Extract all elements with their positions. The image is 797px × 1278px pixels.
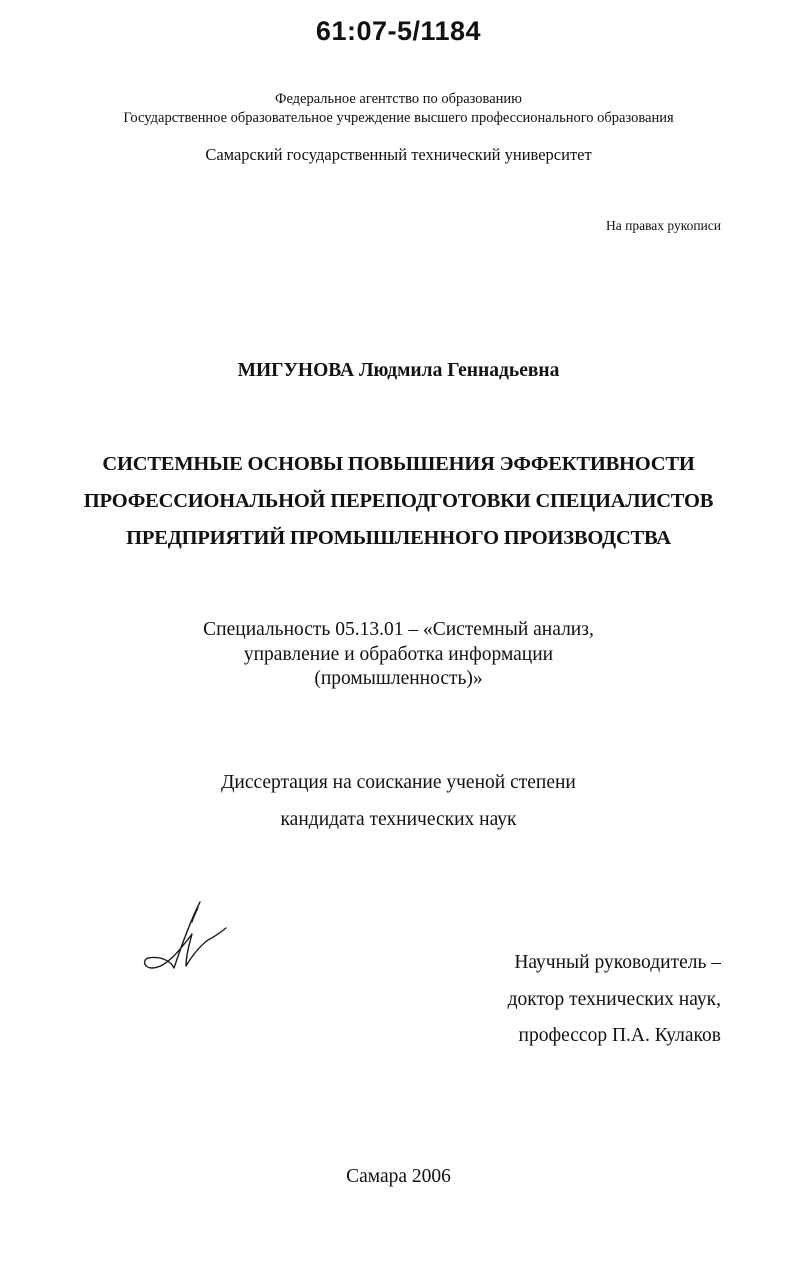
advisor-line-3: профессор П.А. Кулаков [518,1025,721,1046]
dissertation-title-line-1: СИСТЕМНЫЕ ОСНОВЫ ПОВЫШЕНИЯ ЭФФЕКТИВНОСТИ [102,453,695,475]
catalog-number: 61:07-5/1184 [315,16,482,46]
signature [140,898,232,976]
specialty-line-2: управление и обработка информации [243,644,554,665]
dissertation-title-line-2: ПРОФЕССИОНАЛЬНОЙ ПЕРЕПОДГОТОВКИ СПЕЦИАЛИСТОВ [83,490,714,512]
university-line: Самарский государственный технический университет [205,145,592,164]
advisor-line-2: доктор технических наук, [507,989,721,1010]
institution-line: Государственное образовательное учреждение высшего профессионального образования [123,110,674,126]
manuscript-note: На правах рукописи [605,218,721,233]
author-name: МИГУНОВА Людмила Геннадьевна [237,360,560,381]
advisor-line-1: Научный руководитель – [514,952,721,973]
dissertation-title-line-3: ПРЕДПРИЯТИЙ ПРОМЫШЛЕННОГО ПРОИЗВОДСТВА [126,527,671,549]
degree-line-2: кандидата технических наук [280,809,517,830]
city-year: Самара 2006 [346,1166,451,1187]
specialty-line-1: Специальность 05.13.01 – «Системный анализ, [203,619,594,640]
specialty-line-3: (промышленность)» [314,668,483,689]
degree-line-1: Диссертация на соискание ученой степени [221,772,576,793]
agency-line: Федеральное агентство по образованию [274,91,522,107]
